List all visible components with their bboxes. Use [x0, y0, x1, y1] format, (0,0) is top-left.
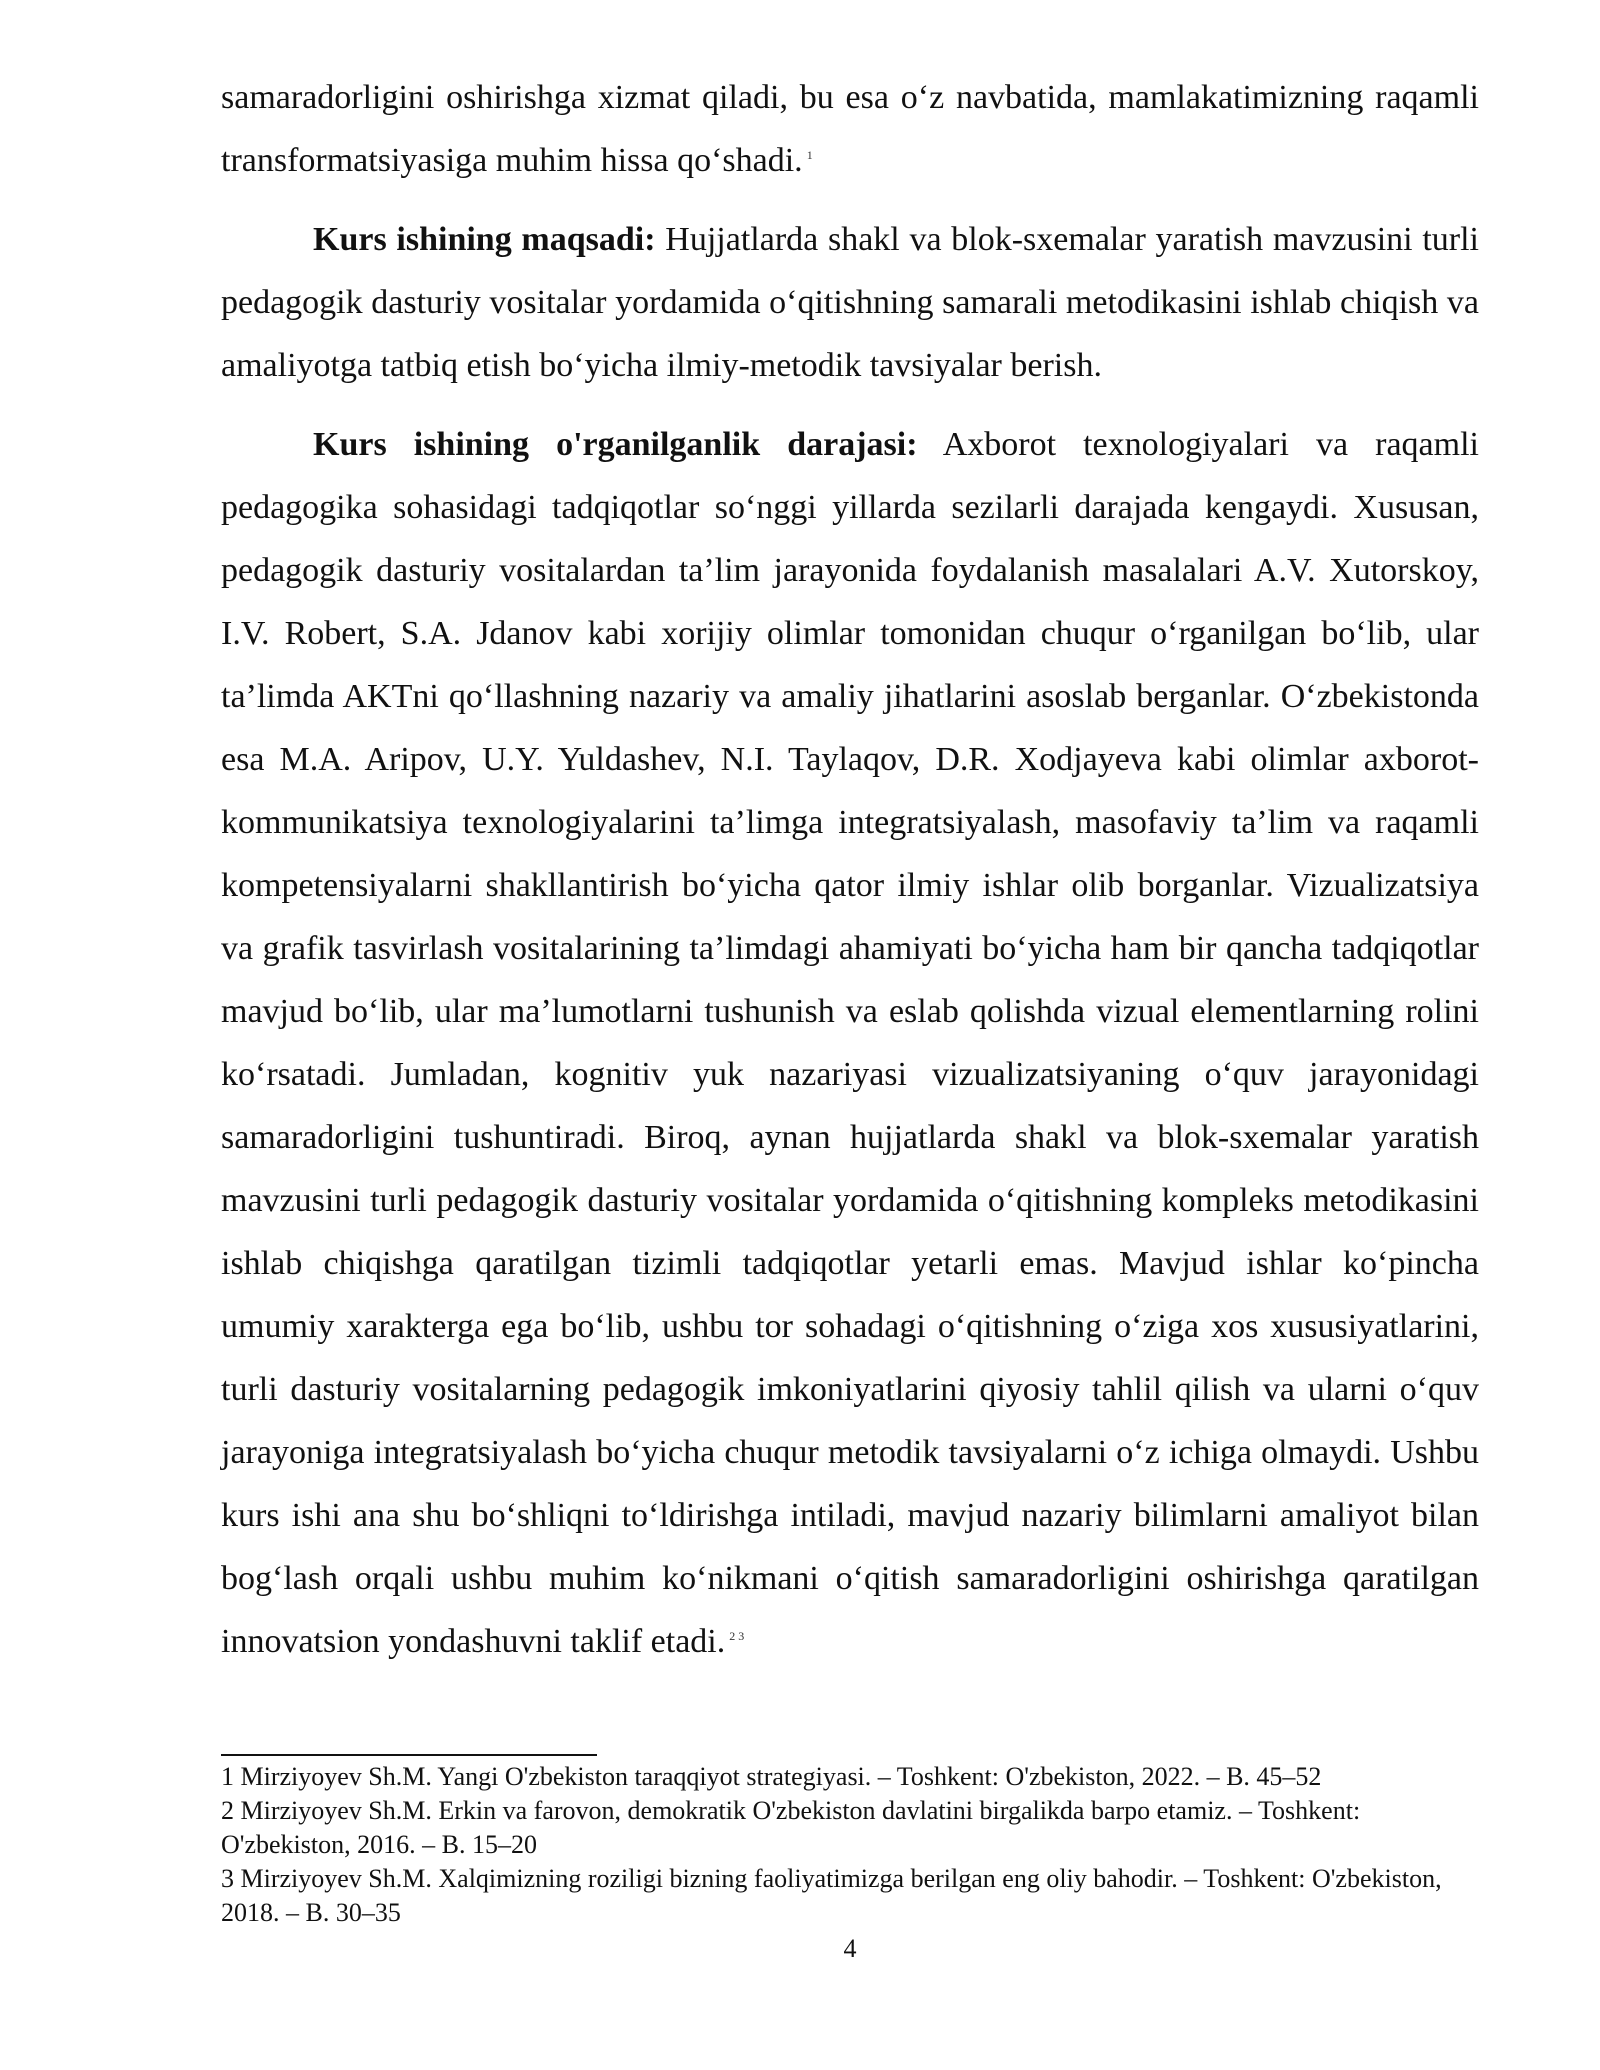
paragraph-continuation — [221, 66, 1479, 192]
footnote-reference-1: 1 — [806, 147, 813, 162]
goal-text: Hujjatlarda shakl va blok-sxemalar yaratish mavzusini turli pedagogik dasturiy vositalar yordamida o‘qitishning samarali metodikasini ishlab chiqish va amaliyotga tatbiq etish bo‘yicha ilmiy-metodik tavsiyalar berish. — [221, 221, 1479, 384]
body-text — [221, 66, 1479, 1689]
footnote-reference-2-3: 2 3 — [729, 1628, 745, 1643]
footnote-separator — [221, 1754, 597, 1756]
page-number: 4 — [843, 1934, 857, 1963]
footnote-2: 2 Mirziyoyev Sh.M. Erkin va farovon, demokratik O'zbekiston davlatini birgalikda barpo etamiz. – Toshkent: O'zbekiston, 2016. – B. 15–20 — [221, 1796, 1361, 1859]
footnotes — [221, 1760, 1479, 1930]
paragraph-1-text: samaradorligini oshirishga xizmat qiladi, bu esa o‘z navbatida, mamlakatimizning raqamli transformatsiyasiga muhim hissa qo‘shadi. — [221, 79, 1479, 179]
footnote-1: 1 Mirziyoyev Sh.M. Yangi O'zbekiston taraqqiyot strategiyasi. – Toshkent: O'zbekiston, 2022. – B. 45–52 — [221, 1762, 1322, 1791]
paragraph-research-level — [221, 413, 1479, 1673]
research-level-heading: Kurs ishining o'rganilganlik darajasi: — [313, 426, 918, 463]
footnote-3: 3 Mirziyoyev Sh.M. Xalqimizning roziligi bizning faoliyatimizga berilgan eng oliy bahodir. – Toshkent: O'zbekiston, 2018. – B. 30–35 — [221, 1864, 1442, 1927]
research-level-text: Axborot texnologiyalari va raqamli pedagogika sohasidagi tadqiqotlar so‘nggi yillarda sezilarli darajada kengaydi. Xususan, pedagogik dasturiy vositalardan ta’lim jarayonida foydalanish masalalari A.V. Xutorskoy, I.V. Robert, S.A. Jdanov kabi xorijiy olimlar tomonidan chuqur o‘rganilgan bo‘lib, ular ta’limda AKTni qo‘llashning nazariy va amaliy jihatlarini asoslab berganlar. O‘zbekistonda esa M.A. Aripov, U.Y. Yuldashev, N.I. Taylaqov, D.R. Xodjayeva kabi olimlar axborot-kommunikatsiya texnologiyalarini ta’limga integratsiyalash, masofaviy ta’lim va raqamli kompetensiyalarni shakllantirish bo‘yicha qator ilmiy ishlar olib borganlar. Vizualizatsiya va grafik tasvirlash vositalarining ta’limdagi ahamiyati bo‘yicha ham bir qancha tadqiqotlar mavjud bo‘lib, ular ma’lumotlarni tushunish va eslab qolishda vizual elementlarning rolini ko‘rsatadi. Jumladan, kognitiv yuk nazariyasi vizualizatsiyaning o‘quv jarayonidagi samaradorligini tushuntiradi. Biroq, aynan hujjatlarda shakl va blok-sxemalar yaratish mavzusini turli pedagogik dasturiy vositalar yordamida o‘qitishning kompleks metodikasini ishlab chiqishga qaratilgan tizimli tadqiqotlar yetarli emas. Mavjud ishlar ko‘pincha umumiy xarakterga ega bo‘lib, ushbu tor sohadagi o‘qitishning o‘ziga xos xususiyatlarini, turli dasturiy vositalarning pedagogik imkoniyatlarini qiyosiy tahlil qilish va ularni o‘quv jarayoniga integratsiyalash bo‘yicha chuqur metodik tavsiyalarni o‘z ichiga olmaydi. Ushbu kurs ishi ana shu bo‘shliqni to‘ldirishga intiladi, mavjud nazariy bilimlarni amaliyot bilan bog‘lash orqali ushbu muhim ko‘nikmani o‘qitish samaradorligini oshirishga qaratilgan innovatsion yondashuvni taklif etadi. — [221, 426, 1479, 1660]
paragraph-goal — [221, 208, 1479, 397]
goal-heading: Kurs ishining maqsadi: — [313, 221, 656, 258]
